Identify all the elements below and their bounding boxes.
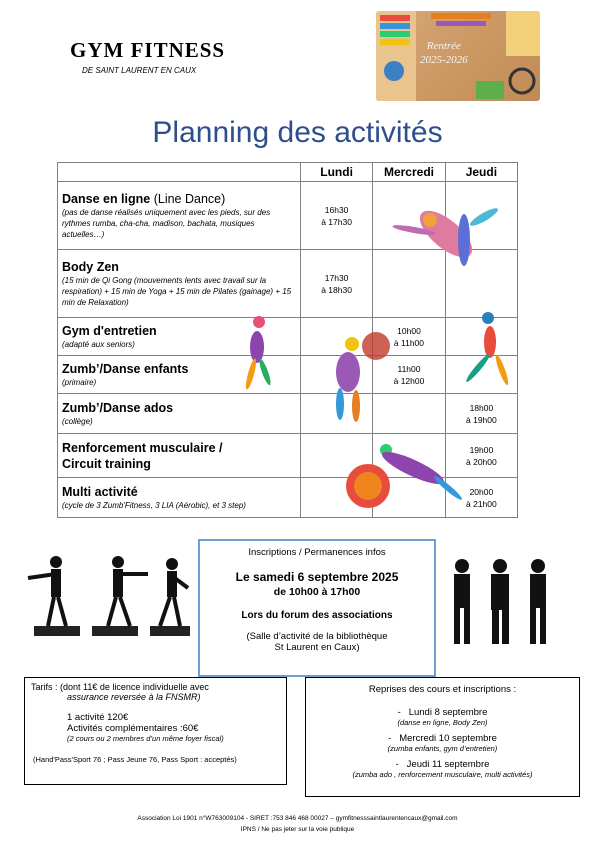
brand-title: GYM FITNESS [70,38,226,62]
page-title: Planning des activités [152,116,443,149]
step-dancers-silhouette [22,552,192,640]
reprises-box [305,677,580,797]
activity-name: Zumb’/Danse enfants [62,362,189,376]
time-end: à 19h00 [466,414,497,425]
tarifs-activity-1: 1 activité 120€ [67,712,129,723]
line-dancers-silhouette [442,556,560,648]
activity-name: Zumb’/Danse ados [62,401,174,415]
activity-name: Renforcement musculaire / [62,440,223,455]
time-start: 17h30 [324,272,349,283]
activity-cell [58,394,301,434]
activity-cell [58,250,301,318]
reprises-day: - Lundi 8 septembre [397,707,488,718]
tarifs-accepted-passes: (Hand'Pass'Sport 76 ; Pass Jeune 76, Pass Sport : acceptés) [33,755,237,764]
header-jeudi: Jeudi [445,163,517,182]
tarifs-note: (2 cours ou 2 membres d’un même foyer fiscal) [67,734,224,743]
activity-cell [58,434,301,478]
reprises-detail: (zumba ado , renforcement musculaire, multi activités) [352,770,533,779]
info-box [198,539,436,677]
reprises-item [306,707,579,727]
table-row [58,318,518,356]
fitness-ball-figure [338,418,468,516]
reprises-item [306,733,579,753]
activity-name-extra: (Line Dance) [150,192,226,206]
time-cell-lundi [300,250,372,318]
yoga-dancer-figure [384,192,509,272]
activity-description: (cycle de 3 Zumb'Fitness, 3 LIA (Aérobic), et 3 step) [62,501,246,510]
reprises-detail: (zumba enfants, gym d’entretien) [387,744,498,753]
activity-name: Gym d'entretien [62,324,157,338]
footer-ipns: IPNS / Ne pas jeter sur la voie publique [240,826,355,833]
time-end: à 20h00 [466,456,497,467]
time-end: à 21h00 [466,498,497,509]
time-start: 10h00 [397,325,421,336]
activity-name: Multi activité [62,485,138,499]
time-start: 20h00 [469,486,494,497]
time-end: à 17h30 [321,216,352,227]
info-event: Lors du forum des associations [241,610,393,621]
reprises-day: - Mercredi 10 septembre [388,733,497,744]
info-heading: Inscriptions / Permanences infos [248,547,386,558]
info-date: Le samedi 6 septembre 2025 [235,570,399,584]
banner-text-rentree: Rentrée [426,40,461,52]
reprises-heading: Reprises des cours et inscriptions : [368,684,517,695]
footer-legal: Association Loi 1901 n°W763009104 - SIRET :753 846 468 00027 – gymfitnesssaintlaurentencaux@gmail.com [137,815,458,822]
reprises-day: - Jeudi 11 septembre [395,759,490,770]
time-end: à 18h30 [321,284,352,295]
activity-description: (collège) [62,417,93,426]
header-lundi: Lundi [300,163,372,182]
tarifs-activity-more: Activités complémentaires :60€ [67,723,199,734]
time-start: 11h00 [397,363,421,374]
time-end: à 12h00 [393,375,425,386]
ball-exercise-figure [318,324,393,424]
stretching-figure [466,302,516,387]
tarifs-box [24,677,287,785]
tarifs-line-2: assurance reversée à la FNSMR) [67,692,201,702]
table-header-row [58,163,518,182]
dancer-figure [237,312,277,392]
activity-name: Danse en ligne [62,192,151,206]
rentree-banner-image [376,11,540,101]
header-empty-cell [58,163,301,182]
activity-cell [58,182,301,250]
brand-subtitle: DE SAINT LAURENT EN CAUX [82,66,197,75]
time-start: 18h00 [469,402,494,413]
reprises-item [306,759,579,779]
activity-cell [58,478,301,518]
time-cell-lundi [300,182,372,250]
info-place-line-1: (Salle d’activité de la bibliothèque [246,631,388,642]
time-start: 16h30 [324,204,349,215]
header-mercredi: Mercredi [373,163,446,182]
tarifs-line-1: Tarifs : (dont 11€ de licence individuelle avec [31,682,209,692]
activity-description: (adapté aux seniors) [62,340,135,349]
banner-text-year: 2025-2026 [420,54,468,66]
activity-description: (15 min de Qi Gong (mouvements lents avec travail sur la respiration) + 15 min de Yoga + 15 min de Pilates (gainage) + 15 min de Relaxation) [62,276,292,307]
table-row [58,356,518,394]
reprises-detail: (danse en ligne, Body Zen) [397,718,488,727]
activity-name: Body Zen [62,260,119,274]
activity-description: (primaire) [62,378,97,387]
time-start: 19h00 [469,444,494,455]
activity-name-line-2: Circuit training [62,456,151,471]
info-place-line-2: St Laurent en Caux) [274,642,360,653]
activity-description: (pas de danse réalisés uniquement avec les pieds, sur des rythmes rumba, cha-cha, madison, bachata, musiques actuelles…) [62,208,271,239]
info-hours: de 10h00 à 17h00 [273,586,361,598]
time-end: à 11h00 [393,337,425,348]
